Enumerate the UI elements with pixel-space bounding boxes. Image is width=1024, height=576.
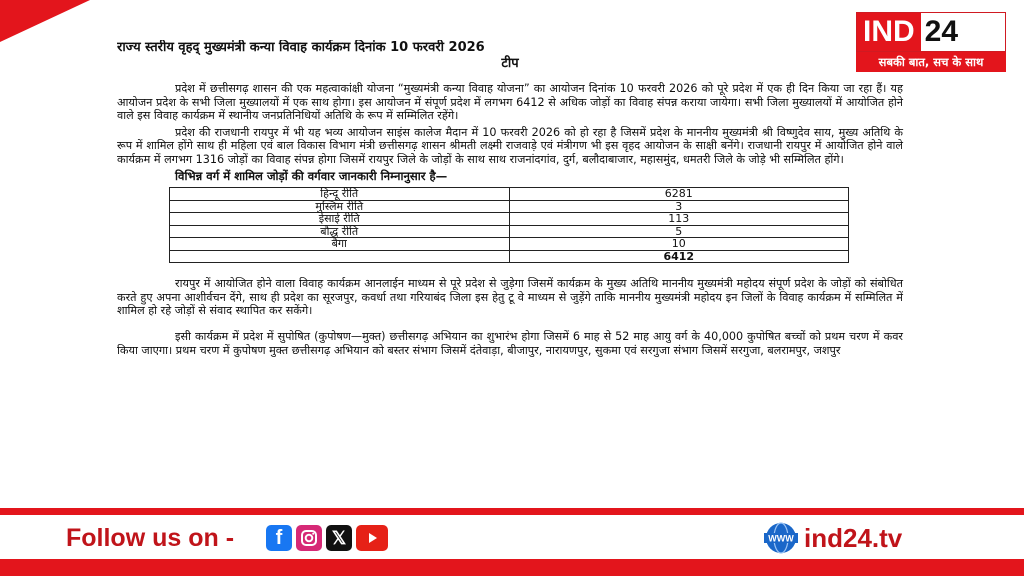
row-label: बैगा (170, 238, 510, 251)
instagram-icon[interactable] (296, 525, 322, 551)
table-total-row (170, 250, 849, 263)
logo-tagline: सबकी बात, सच के साथ (856, 52, 1006, 72)
paragraph-3: रायपुर में आयोजित होने वाला विवाह कार्यक्रम आनलाईन माध्यम से पूरे प्रदेश से जुड़ेगा जिसमें कार्यक्रम के मुख्य अतिथि माननीय मुख्यमंत्री महोदय संपूर्ण प्रदेश के जोड़ों को संबोधित करते हुए अपना आशीर्वचन देंगे, साथ ही प्रदेश का सूरजपुर, कवर्धा तथा गरियाबंद जिला इस हेतु टू वे माध्यम से जुड़ेंगे ताकि माननीय मुख्यमंत्री महोदय इन जिलों के विवाह कार्यक्रम में सम्मिलित में शामिल हो रहे जोड़ों से संवाद स्थापित कर सकेंगे। (117, 277, 903, 318)
logo-wordmark (856, 12, 1006, 52)
footer-bottom-bar (0, 559, 1024, 576)
total-label (170, 250, 510, 263)
logo-24: 24 (921, 13, 962, 51)
row-value: 3 (509, 200, 849, 213)
follow-text: Follow us on - (66, 524, 235, 552)
www-label: WWW (768, 533, 794, 544)
social-icons (266, 525, 388, 551)
paragraph-1: प्रदेश में छत्तीसगढ़ शासन की एक महत्वाकांक्षी योजना “मुख्यमंत्री कन्या विवाह योजना” का आयोजन दिनांक 10 फरवरी 2026 को पूरे प्रदेश में एक ही दिन किया जा रहा हैं। यह आयोजन प्रदेश के सभी जिला मुख्यालयों में एक साथ होगा। इस आयोजन में संपूर्ण प्रदेश में लगभग 6412 से अधिक जोड़ों का विवाह संपन्न कराया जायेगा। सभी जिला मुख्यालयों में आयोजित होने वाले इस विवाह कार्यक्रम में स्थानीय जनप्रतिनिधियों अतिथि के रूप में सम्मिलित रहेंगे। (117, 82, 903, 123)
facebook-icon[interactable]: f (266, 525, 292, 551)
ind24-logo (856, 12, 1006, 72)
globe-icon (764, 521, 798, 555)
youtube-icon[interactable] (356, 525, 388, 551)
row-value: 10 (509, 238, 849, 251)
website-text: ind24.tv (804, 523, 903, 553)
paragraph-2: प्रदेश की राजधानी रायपुर में भी यह भव्य आयोजन साइंस कालेज मैदान में 10 फरवरी 2026 को हो रहा है जिसमें प्रदेश के माननीय मुख्यमंत्री श्री विष्णुदेव साय, मुख्य अतिथि के रूप में शामिल होंगे साथ ही महिला एवं बाल विकास विभाग मंत्री छत्तीसगढ़ शासन श्रीमती लक्ष्मी राजवाड़े एवं मंत्रीगण भी इस वृहद आयोजन के साक्षी बनेंगे। राजधानी रायपुर में आयोजित होने वाले कार्यक्रम में लगभग 1316 जोड़ों का विवाह संपन्न होगा जिसमें रायपुर जिले के जोड़ों के साथ साथ राजनांदगांव, दुर्ग, बलौदाबाजार, महासमुंद, धमतरी जिले के जोड़े भी सम्मिलित होंगे। (117, 125, 903, 166)
row-label: मुस्लिम रीति (170, 200, 510, 213)
paragraph-4: इसी कार्यक्रम में प्रदेश में सुपोषित (कुपोषण—मुक्त) छत्तीसगढ़ अभियान का शुभारंभ होगा जिसमें 6 माह से 52 माह आयु वर्ग के 40,000 कुपोषित बच्चों को प्रथम चरण में कवर किया जाएगा। प्रथम चरण में कुपोषण मुक्त छत्तीसगढ़ अभियान को बस्तर संभाग जिसमें दंतेवाड़ा, बीजापुर, नारायणपुर, सुकमा एवं सरगुजा संभाग जिसमें सरगुजा, बलरामपुर, जशपुर (117, 329, 903, 357)
row-label: हिन्दू रीति (170, 188, 510, 201)
footer-top-bar (0, 508, 1024, 515)
table-row (170, 225, 849, 238)
total-value: 6412 (509, 250, 849, 263)
table-row (170, 213, 849, 226)
document-title: राज्य स्तरीय वृहद् मुख्यमंत्री कन्या विवाह कार्यक्रम दिनांक 10 फरवरी 2026 (117, 40, 485, 55)
row-label: ईसाई रीति (170, 213, 510, 226)
table-row (170, 238, 849, 251)
footer (0, 515, 1024, 559)
row-value: 6281 (509, 188, 849, 201)
couples-table (169, 187, 849, 263)
row-value: 113 (509, 213, 849, 226)
row-value: 5 (509, 225, 849, 238)
table-row (170, 200, 849, 213)
corner-accent (0, 0, 90, 42)
document-body (117, 40, 903, 360)
table-row (170, 188, 849, 201)
row-label: बौद्ध रीति (170, 225, 510, 238)
logo-ind: IND (857, 13, 921, 51)
document-subtitle: टीप (501, 56, 519, 71)
table-heading: विभिन्न वर्ग में शामिल जोड़ों की वर्गवार जानकारी निम्नानुसार है— (175, 168, 448, 183)
website-link[interactable] (764, 521, 902, 555)
x-icon[interactable]: 𝕏 (326, 525, 352, 551)
